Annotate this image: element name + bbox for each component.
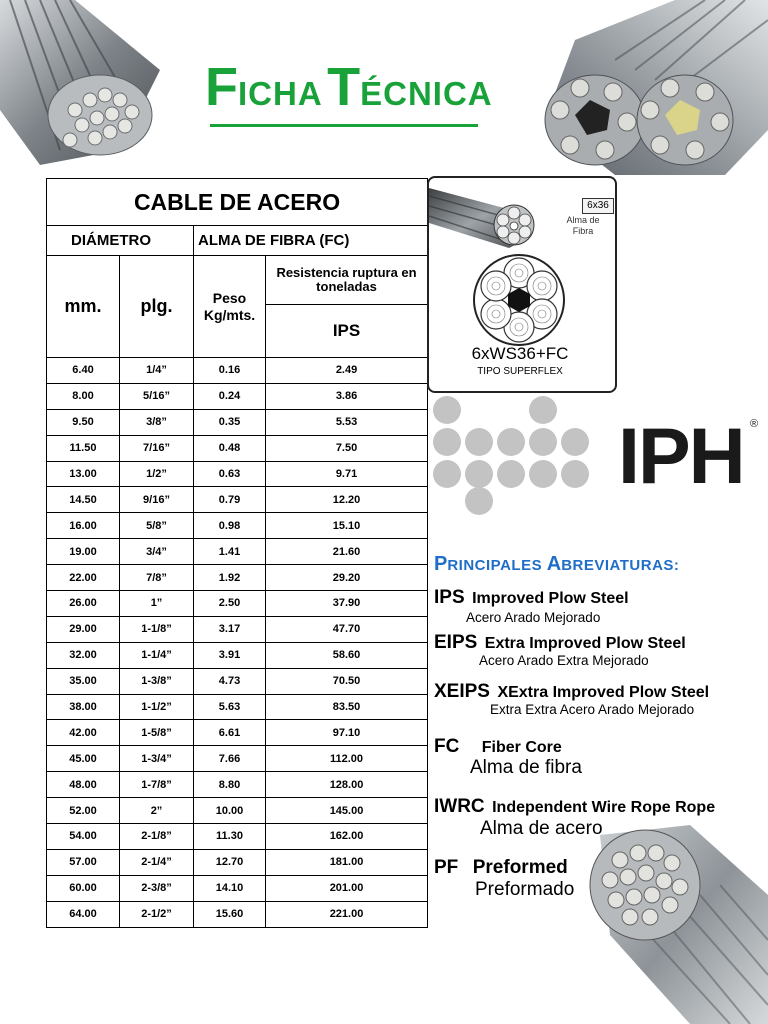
alma-fibra-label: Alma de Fibra [566,215,600,236]
table-row [47,513,428,539]
cell-ips: 145.00 [266,798,428,824]
cell-mm: 9.50 [47,409,120,435]
wire-rope-image-bottom-right [580,815,768,1024]
cell-ips: 5.53 [266,409,428,435]
cell-mm: 14.50 [47,487,120,513]
col-mm-header: mm. [47,256,120,358]
abbr-code: PF [434,857,459,878]
abbr-title-rest: RINCIPALES [447,557,547,574]
cell-plg: 3/4” [120,539,194,565]
table-row [47,383,428,409]
cell-mm: 52.00 [47,798,120,824]
diametro-header: DIÁMETRO [47,226,194,256]
cell-mm: 11.50 [47,435,120,461]
cable-construction-name: 6xWS36+FC [471,344,569,363]
cell-mm: 8.00 [47,383,120,409]
abbr-title-cap: A [546,553,562,575]
cell-ips: 221.00 [266,901,428,927]
cell-plg: 2-1/2” [120,901,194,927]
cell-peso: 0.79 [194,487,266,513]
cell-peso: 14.10 [194,875,266,901]
cell-ips: 162.00 [266,824,428,850]
registered-mark: ® [750,418,759,430]
table-row [47,849,428,875]
table-row [47,694,428,720]
cell-ips: 47.70 [266,616,428,642]
table-row [47,875,428,901]
cell-ips: 21.60 [266,539,428,565]
table-row [47,539,428,565]
col-ips-header: IPS [266,305,428,358]
abbr-english: Extra Improved Plow Steel [484,635,686,652]
cell-plg: 1-3/4” [120,746,194,772]
abbr-code: IPS [434,587,465,608]
cell-ips: 112.00 [266,746,428,772]
cell-mm: 16.00 [47,513,120,539]
abbr-spanish: Extra Extra Acero Arado Mejorado [490,702,695,717]
cell-peso: 0.98 [194,513,266,539]
cell-mm: 26.00 [47,591,120,617]
title-letter: T [327,57,361,117]
table-row [47,591,428,617]
cell-peso: 8.80 [194,772,266,798]
cell-plg: 7/8” [120,565,194,591]
cell-plg: 1/2” [120,461,194,487]
abbr-english: Independent Wire Rope Rope [492,799,716,816]
cell-mm: 60.00 [47,875,120,901]
table-row [47,824,428,850]
cell-mm: 19.00 [47,539,120,565]
cell-plg: 1-1/2” [120,694,194,720]
cable-type-badge: 6x36 [582,198,614,214]
cell-peso: 0.35 [194,409,266,435]
cell-mm: 64.00 [47,901,120,927]
abbr-spanish: Acero Arado Mejorado [466,610,601,625]
abbreviations-title [434,553,679,576]
cell-plg: 1-3/8” [120,668,194,694]
cell-mm: 38.00 [47,694,120,720]
abbr-spanish: Alma de fibra [470,757,582,778]
table-row [47,668,428,694]
cell-ips: 2.49 [266,358,428,384]
cell-mm: 22.00 [47,565,120,591]
abbr-code: IWRC [434,796,485,817]
table-row [47,461,428,487]
abbr-code: FC [434,736,460,757]
col-plg-header: plg. [120,256,194,358]
cell-ips: 70.50 [266,668,428,694]
cell-mm: 42.00 [47,720,120,746]
cell-peso: 4.73 [194,668,266,694]
abbr-title-cap: P [434,553,448,575]
table-row [47,616,428,642]
cell-peso: 0.24 [194,383,266,409]
cell-plg: 3/8” [120,409,194,435]
cell-plg: 5/8” [120,513,194,539]
cell-mm: 57.00 [47,849,120,875]
table-row [47,565,428,591]
cell-ips: 7.50 [266,435,428,461]
iph-logo-text: IPH [618,411,744,500]
abbr-code: EIPS [434,632,478,653]
cell-ips: 181.00 [266,849,428,875]
cell-plg: 1-1/4” [120,642,194,668]
abbr-entry-fc [434,736,582,778]
cell-plg: 1-5/8” [120,720,194,746]
cell-ips: 97.10 [266,720,428,746]
page-title [205,56,493,118]
cell-plg: 7/16” [120,435,194,461]
abbr-spanish: Preformado [475,879,575,900]
abbr-entry-eips [434,632,686,668]
cell-mm: 45.00 [47,746,120,772]
abbr-english: Fiber Core [481,739,562,756]
cell-peso: 7.66 [194,746,266,772]
cell-peso: 0.63 [194,461,266,487]
col-peso-header: Peso Kg/mts. [194,256,266,358]
cell-peso: 15.60 [194,901,266,927]
cell-mm: 32.00 [47,642,120,668]
table-body [47,358,428,928]
cell-mm: 6.40 [47,358,120,384]
iph-logo-dots [430,394,595,516]
cell-plg: 2-3/8” [120,875,194,901]
cell-ips: 12.20 [266,487,428,513]
abbr-english: XExtra Improved Plow Steel [497,684,710,701]
cell-plg: 2-1/4” [120,849,194,875]
cell-ips: 29.20 [266,565,428,591]
cell-ips: 128.00 [266,772,428,798]
abbr-entry-iwrc [434,796,716,839]
cell-plg: 9/16” [120,487,194,513]
cell-peso: 6.61 [194,720,266,746]
wire-rope-image-top-left [0,0,160,165]
table-row [47,720,428,746]
cell-plg: 1” [120,591,194,617]
cell-ips: 37.90 [266,591,428,617]
cell-peso: 3.17 [194,616,266,642]
cell-peso: 2.50 [194,591,266,617]
alma-fibra-header: ALMA DE FIBRA (FC) [194,226,428,256]
cell-peso: 1.92 [194,565,266,591]
title-word-rest: ICHA [238,75,323,112]
abbr-title-rest: BREVIATURAS: [561,557,680,574]
cell-ips: 3.86 [266,383,428,409]
title-letter: F [205,57,238,117]
abbr-entry-pf [434,857,575,900]
cell-mm: 29.00 [47,616,120,642]
table-row [47,772,428,798]
cell-mm: 35.00 [47,668,120,694]
cell-peso: 10.00 [194,798,266,824]
table-row [47,409,428,435]
abbr-english: Preformed [472,857,568,878]
cable-type-label: TIPO SUPERFLEX [477,366,563,377]
cell-ips: 201.00 [266,875,428,901]
cell-peso: 12.70 [194,849,266,875]
cell-ips: 58.60 [266,642,428,668]
cell-plg: 1-1/8” [120,616,194,642]
cell-ips: 15.10 [266,513,428,539]
table-row [47,435,428,461]
table-row [47,358,428,384]
cell-ips: 83.50 [266,694,428,720]
table-row [47,901,428,927]
title-underline [210,124,478,127]
cell-mm: 54.00 [47,824,120,850]
cell-peso: 3.91 [194,642,266,668]
table-main-header: CABLE DE ACERO [47,179,428,226]
cell-peso: 0.16 [194,358,266,384]
cell-plg: 2” [120,798,194,824]
table-row [47,487,428,513]
cell-mm: 48.00 [47,772,120,798]
abbr-entry-xeips [434,681,710,717]
cell-plg: 5/16” [120,383,194,409]
specs-table [46,178,428,928]
abbr-english: Improved Plow Steel [472,590,629,607]
abbr-spanish: Alma de acero [480,818,603,839]
col-resistencia-header: Resistencia ruptura en toneladas [266,256,428,305]
cell-peso: 11.30 [194,824,266,850]
title-word-rest: ÉCNICA [360,75,493,112]
cell-ips: 9.71 [266,461,428,487]
cell-peso: 1.41 [194,539,266,565]
abbr-entry-ips [434,587,629,625]
cell-plg: 2-1/8” [120,824,194,850]
cell-peso: 0.48 [194,435,266,461]
table-row [47,746,428,772]
cell-plg: 1/4” [120,358,194,384]
table-row [47,798,428,824]
abbr-code: XEIPS [434,681,490,702]
wire-rope-image-top-right [535,0,768,180]
table-row [47,642,428,668]
abbr-spanish: Acero Arado Extra Mejorado [479,653,649,668]
cell-mm: 13.00 [47,461,120,487]
cell-peso: 5.63 [194,694,266,720]
cell-plg: 1-7/8” [120,772,194,798]
